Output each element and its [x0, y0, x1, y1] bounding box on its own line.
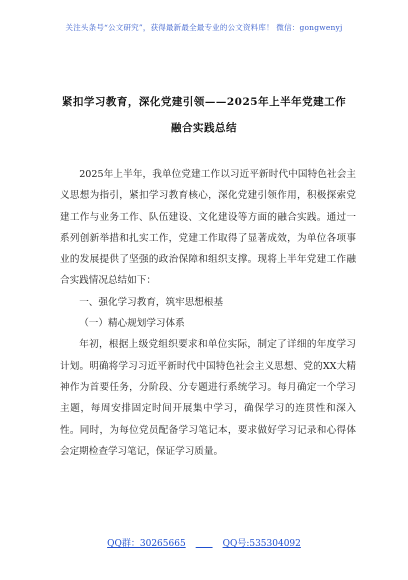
footer-qq-number: QQ号:535304092: [222, 539, 301, 549]
body-paragraph-1: 年初，根据上级党组织要求和单位实际，制定了详细的年度学习计划。明确将学习习近平新时代中国特色社会主义思想、党的XX大精神作为首要任务，分阶段、分专题进行系统学习。每月确定一个学习主题，每周安排固定时间开展集中学习，确保学习的连贯性和深入性。同时，为每位党员配备学习笔记本，要求做好学习记录和心得体会定期检查学习笔记，保证学习质量。: [60, 339, 356, 457]
header-promo-note: 关注头条号“公文研究”，获得最新最全最专业的公文资料库！ 微信：gongwenyj: [65, 23, 343, 32]
footer-qq-group: QQ群：30265665: [107, 539, 186, 549]
section-heading-1: 一、强化学习教育，筑牢思想根基: [79, 296, 224, 308]
document-body: [60, 164, 356, 462]
intro-paragraph: 2025年上半年，我单位党建工作以习近平新时代中国特色社会主义思想为指引，紧扣学习教育核心，深化党建引领作用，积极探索党建工作与业务工作、队伍建设、文化建设等方面的融合实践。通过一系列创新举措和扎实工作，党建工作取得了显著成效，为单位各项事业的发展提供了坚强的政治保障和组织支撑。现将上半年党建工作融合实践情况总结如下：: [60, 169, 356, 287]
subsection-heading-1: （一）精心规划学习体系: [79, 318, 185, 330]
footer-contact: [0, 536, 408, 549]
document-title-line-2: 融合实践总结: [171, 122, 237, 134]
document-title-line-1: 紧扣学习教育，深化党建引领——2025年上半年党建工作: [61, 96, 347, 108]
